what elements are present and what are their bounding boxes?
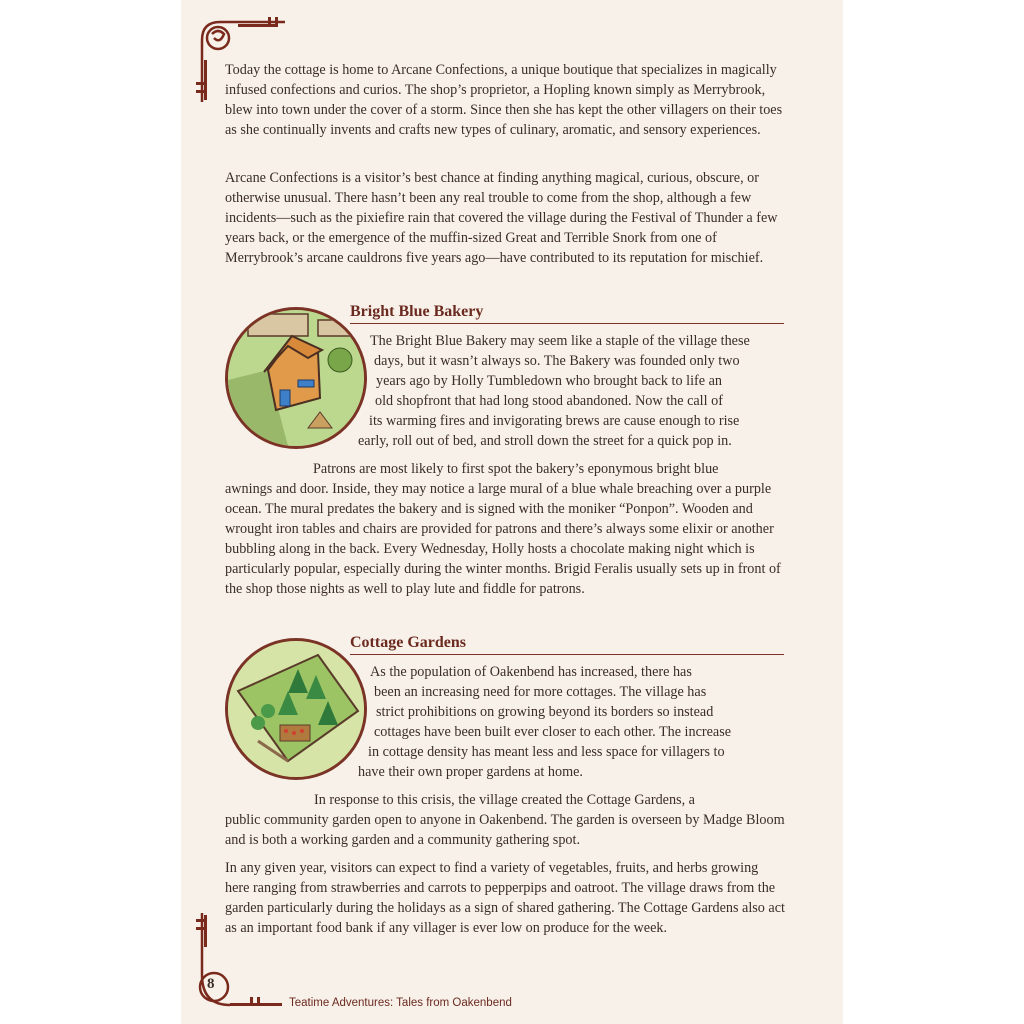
- bakery-line-2: days, but it wasn’t always so. The Bakery was founded only two: [374, 353, 740, 369]
- gardens-line-4: cottages have been built ever closer to each other. The increase: [374, 724, 732, 740]
- intro-paragraph-2: Arcane Confections is a visitor’s best chance at finding anything magical, curious, obscure, or otherwise unusual. There hasn’t been any real trouble to come from the shop, although a few incidents—such as the pixiefire rain that covered the village during the Festival of Thunder a few years back, or the emergence of the muffin-sized Great and Terrible Snork from one of Merrybrook’s arcane cauldrons five years ago—have contributed to its reputation for mischief.: [225, 170, 778, 267]
- bakery-line-4: old shopfront that had long stood abandoned. Now the call of: [375, 393, 723, 409]
- running-footer-title: Teatime Adventures: Tales from Oakenbend: [289, 997, 512, 1009]
- bakery-heading: Bright Blue Bakery: [350, 303, 784, 324]
- bakery-paragraph-2-first-line: Patrons are most likely to first spot the bakery’s eponymous bright blue: [313, 461, 719, 477]
- gardens-heading: Cottage Gardens: [350, 634, 784, 655]
- intro-paragraph-1: Today the cottage is home to Arcane Confections, a unique boutique that specializes in magically infused confections and curios. The shop’s proprietor, a Hopling known simply as Merrybrook, blew into town under the cover of a storm. Since then she has kept the other villagers on their toes as she continually invents and crafts new types of culinary, aromatic, and sensory experiences.: [225, 62, 783, 139]
- gardens-line-1: As the population of Oakenbend has increased, there has: [370, 664, 692, 680]
- bakery-paragraph-2: awnings and door. Inside, they may notice a large mural of a blue whale breaching over a purple ocean. The mural predates the bakery and is signed with the moniker “Ponpon”. Wooden and wrought iron tables and chairs are provided for patrons and there’s always some elixir or another bubbling along in the back. Every Wednesday, Holly hosts a chocolate making night which is particularly popular, especially during the winter months. Brigid Feralis usually sets up in front of the shop those nights as well to play lute and fiddle for patrons.: [225, 481, 781, 598]
- gardens-paragraph-3: In any given year, visitors can expect to find a variety of vegetables, fruits, and herbs growing here ranging from strawberries and carrots to pepperpips and oatroot. The village draws from the garden particularly during the holidays as a sign of shared gathering. The Cottage Gardens also act as an important food bank if any villager is ever low on produce for the week.: [225, 860, 785, 937]
- gardens-paragraph-2-first-line: In response to this crisis, the village created the Cottage Gardens, a: [314, 792, 695, 808]
- bakery-illustration: [225, 307, 367, 449]
- gardens-line-5: in cottage density has meant less and less space for villagers to: [368, 744, 725, 760]
- gardens-illustration: [225, 638, 367, 780]
- gardens-line-6: have their own proper gardens at home.: [358, 764, 583, 780]
- page-number: 8: [207, 976, 215, 992]
- bakery-line-6: early, roll out of bed, and stroll down the street for a quick pop in.: [358, 433, 732, 449]
- gardens-paragraph-2: public community garden open to anyone in Oakenbend. The garden is overseen by Madge Bloom and is both a working garden and a community gathering spot.: [225, 812, 785, 849]
- bakery-line-5: its warming fires and invigorating brews are cause enough to rise: [369, 413, 740, 429]
- gardens-line-3: strict prohibitions on growing beyond its borders so instead: [376, 704, 714, 720]
- gardens-line-2: been an increasing need for more cottages. The village has: [374, 684, 707, 700]
- bakery-line-3: years ago by Holly Tumbledown who brought back to life an: [376, 373, 722, 389]
- bakery-line-1: The Bright Blue Bakery may seem like a staple of the village these: [370, 333, 750, 349]
